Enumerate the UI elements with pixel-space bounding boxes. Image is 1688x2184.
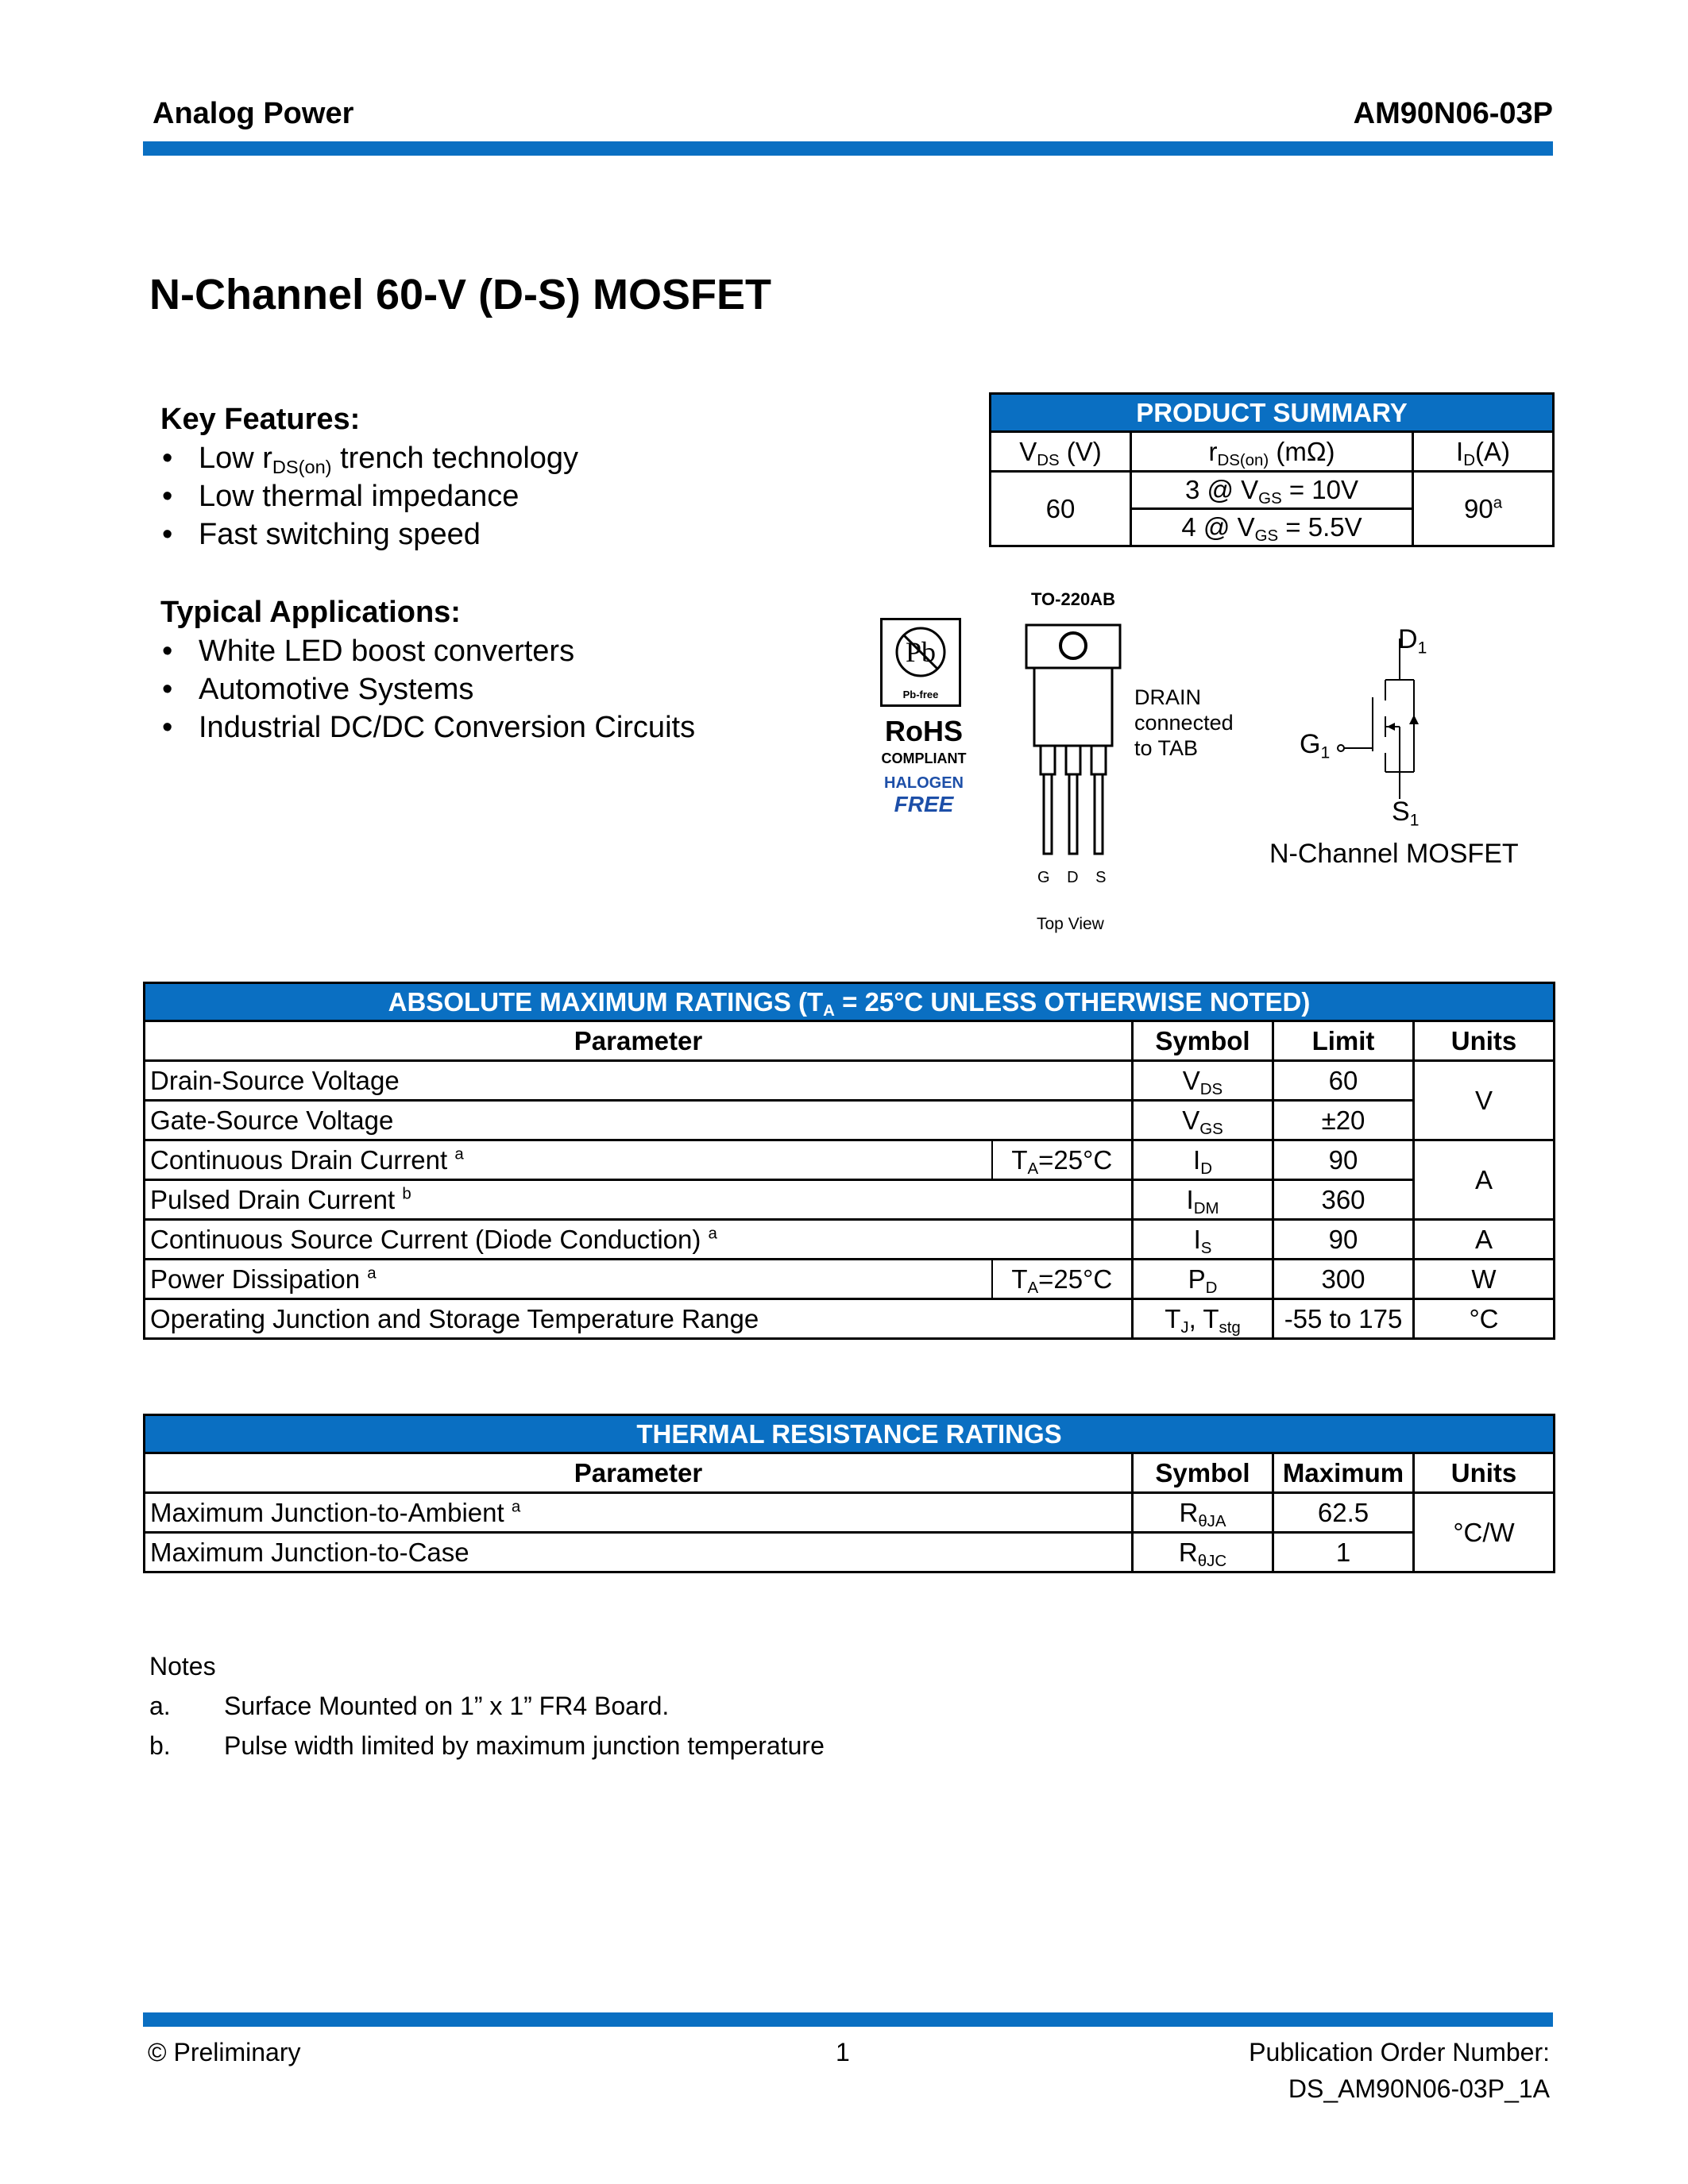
product-summary-title: PRODUCT SUMMARY	[991, 394, 1554, 432]
rdson-value: 3 @ $V_{GS} = 10V$	[1131, 472, 1413, 509]
drain-pin-label: $D_1$	[1398, 624, 1427, 658]
drain-note: DRAIN connected to TAB	[1134, 685, 1234, 760]
param-cell: Maximum Junction-to-Case	[145, 1533, 1133, 1572]
col-id: $I_D(A)$	[1413, 432, 1554, 472]
footer-status: © Preliminary	[148, 2038, 301, 2066]
limit-cell: -55 to 175	[1273, 1299, 1414, 1339]
page-number: 1	[836, 2038, 850, 2066]
feature-item: • Fast switching speed	[160, 515, 875, 554]
vds-value: 60	[991, 472, 1131, 546]
units-cell: V	[1414, 1061, 1555, 1140]
limit-cell: 360	[1273, 1180, 1414, 1220]
id-value: 90$^a$	[1413, 472, 1554, 546]
publication-label: Publication Order Number:	[1249, 2038, 1550, 2066]
units-cell: A	[1414, 1220, 1555, 1260]
symbol-cell: $I_{DM}$	[1133, 1180, 1273, 1220]
application-item: • White LED boost converters	[160, 632, 875, 670]
symbol-cell: $I_D$	[1133, 1140, 1273, 1180]
maximum-cell: 62.5	[1273, 1493, 1414, 1533]
package-view: Top View	[1037, 915, 1104, 933]
publication-number: DS_AM90N06-03P_1A	[1288, 2074, 1550, 2103]
thermal-title: THERMAL RESISTANCE RATINGS	[145, 1415, 1555, 1453]
header-divider	[143, 141, 1553, 156]
abs-max-title: ABSOLUTE MAXIMUM RATINGS ($T_A = 25^\circ C$ UNLESS OTHERWISE NOTED)	[145, 983, 1555, 1021]
table-row	[145, 1180, 1555, 1220]
symbol-cell: $T_J$, $T_{stg}$	[1133, 1299, 1273, 1339]
param-cell: Drain-Source Voltage	[145, 1061, 1133, 1101]
col-maximum: Maximum	[1273, 1453, 1414, 1493]
col-limit: Limit	[1273, 1021, 1414, 1061]
rohs-label: RoHS	[885, 715, 963, 747]
symbol-cell: $R_{\theta JC}$	[1133, 1533, 1273, 1572]
units-cell: W	[1414, 1260, 1555, 1299]
col-parameter: Parameter	[145, 1453, 1133, 1493]
to220-package-icon	[1025, 623, 1128, 862]
footer-divider	[143, 2012, 1553, 2027]
key-features	[160, 399, 875, 554]
symbol-cell: $V_{GS}$	[1133, 1101, 1273, 1140]
param-cell: Continuous Source Current (Diode Conduction) $^a$	[145, 1220, 1133, 1260]
limit-cell: 90	[1273, 1140, 1414, 1180]
table-row	[145, 1101, 1555, 1140]
limit-cell: 60	[1273, 1061, 1414, 1101]
units-cell: °C	[1414, 1299, 1555, 1339]
typical-applications	[160, 592, 875, 747]
table-row	[145, 1260, 1555, 1299]
package-pins: G D S	[1037, 869, 1113, 886]
param-cell: Operating Junction and Storage Temperature Range	[145, 1299, 1133, 1339]
symbol-cell: $V_{DS}$	[1133, 1061, 1273, 1101]
param-cell: Power Dissipation $^a$	[145, 1260, 992, 1299]
company-name: Analog Power	[153, 97, 354, 130]
symbol-cell: $P_D$	[1133, 1260, 1273, 1299]
table-row	[145, 1299, 1555, 1339]
note-text: Surface Mounted on 1” x 1” FR4 Board.	[224, 1692, 670, 1720]
table-row	[145, 1140, 1555, 1180]
note-label: a.	[149, 1692, 171, 1720]
rohs-compliant: COMPLIANT	[881, 751, 967, 766]
param-cell: Maximum Junction-to-Ambient $^a$	[145, 1493, 1133, 1533]
condition-cell: $T_A=25^\circ C$	[992, 1140, 1133, 1180]
application-item: • Industrial DC/DC Conversion Circuits	[160, 708, 875, 747]
note-label: b.	[149, 1731, 171, 1760]
pb-free-icon	[883, 620, 959, 704]
package-name: TO-220AB	[1031, 589, 1115, 609]
table-row	[145, 1533, 1555, 1572]
mosfet-symbol-icon	[1335, 635, 1446, 802]
col-vds: $V_{DS}$ (V)	[991, 432, 1131, 472]
table-row	[145, 1220, 1555, 1260]
absolute-max-ratings-table	[143, 982, 1555, 1340]
symbol-cell: $I_S$	[1133, 1220, 1273, 1260]
table-row	[145, 1493, 1555, 1533]
gate-pin-label: $G_1$	[1300, 729, 1331, 762]
pb-free-label: Pb-free	[902, 689, 939, 700]
col-parameter: Parameter	[145, 1021, 1133, 1061]
param-cell: Continuous Drain Current $^a$	[145, 1140, 992, 1180]
col-symbol: Symbol	[1133, 1021, 1273, 1061]
part-number: AM90N06-03P	[1353, 97, 1553, 130]
feature-item: • Low $r_{DS(on)}$ trench technology	[160, 439, 875, 477]
limit-cell: 300	[1273, 1260, 1414, 1299]
application-item: • Automotive Systems	[160, 670, 875, 708]
pb-free-badge	[880, 618, 961, 707]
rdson-value: 4 @ $V_{GS} = 5.5V$	[1131, 509, 1413, 546]
symbol-caption: N-Channel MOSFET	[1269, 839, 1519, 869]
param-cell: Gate-Source Voltage	[145, 1101, 1133, 1140]
applications-heading: Typical Applications:	[160, 596, 461, 629]
col-symbol: Symbol	[1133, 1453, 1273, 1493]
limit-cell: 90	[1273, 1220, 1414, 1260]
page-title: N-Channel 60-V (D-S) MOSFET	[149, 271, 772, 318]
pb-label: Pb	[905, 636, 937, 668]
feature-item: • Low thermal impedance	[160, 477, 875, 515]
table-row	[145, 1061, 1555, 1101]
units-cell: A	[1414, 1140, 1555, 1220]
col-units: Units	[1414, 1453, 1555, 1493]
param-cell: Pulsed Drain Current $^b$	[145, 1180, 1133, 1220]
maximum-cell: 1	[1273, 1533, 1414, 1572]
units-cell: °C/W	[1414, 1493, 1555, 1572]
limit-cell: ±20	[1273, 1101, 1414, 1140]
note-text: Pulse width limited by maximum junction temperature	[224, 1731, 825, 1760]
product-summary-table	[989, 392, 1555, 547]
source-pin-label: $S_1$	[1392, 797, 1420, 830]
condition-cell: $T_A=25^\circ C$	[992, 1260, 1133, 1299]
col-rdson: $r_{DS(on)}$ (mΩ)	[1131, 432, 1413, 472]
col-units: Units	[1414, 1021, 1555, 1061]
halogen-free-label: FREE	[894, 792, 954, 816]
thermal-resistance-table	[143, 1414, 1555, 1573]
symbol-cell: $R_{\theta JA}$	[1133, 1493, 1273, 1533]
key-features-heading: Key Features:	[160, 403, 361, 436]
halogen-label: HALOGEN	[884, 774, 964, 792]
notes-heading: Notes	[149, 1652, 216, 1680]
